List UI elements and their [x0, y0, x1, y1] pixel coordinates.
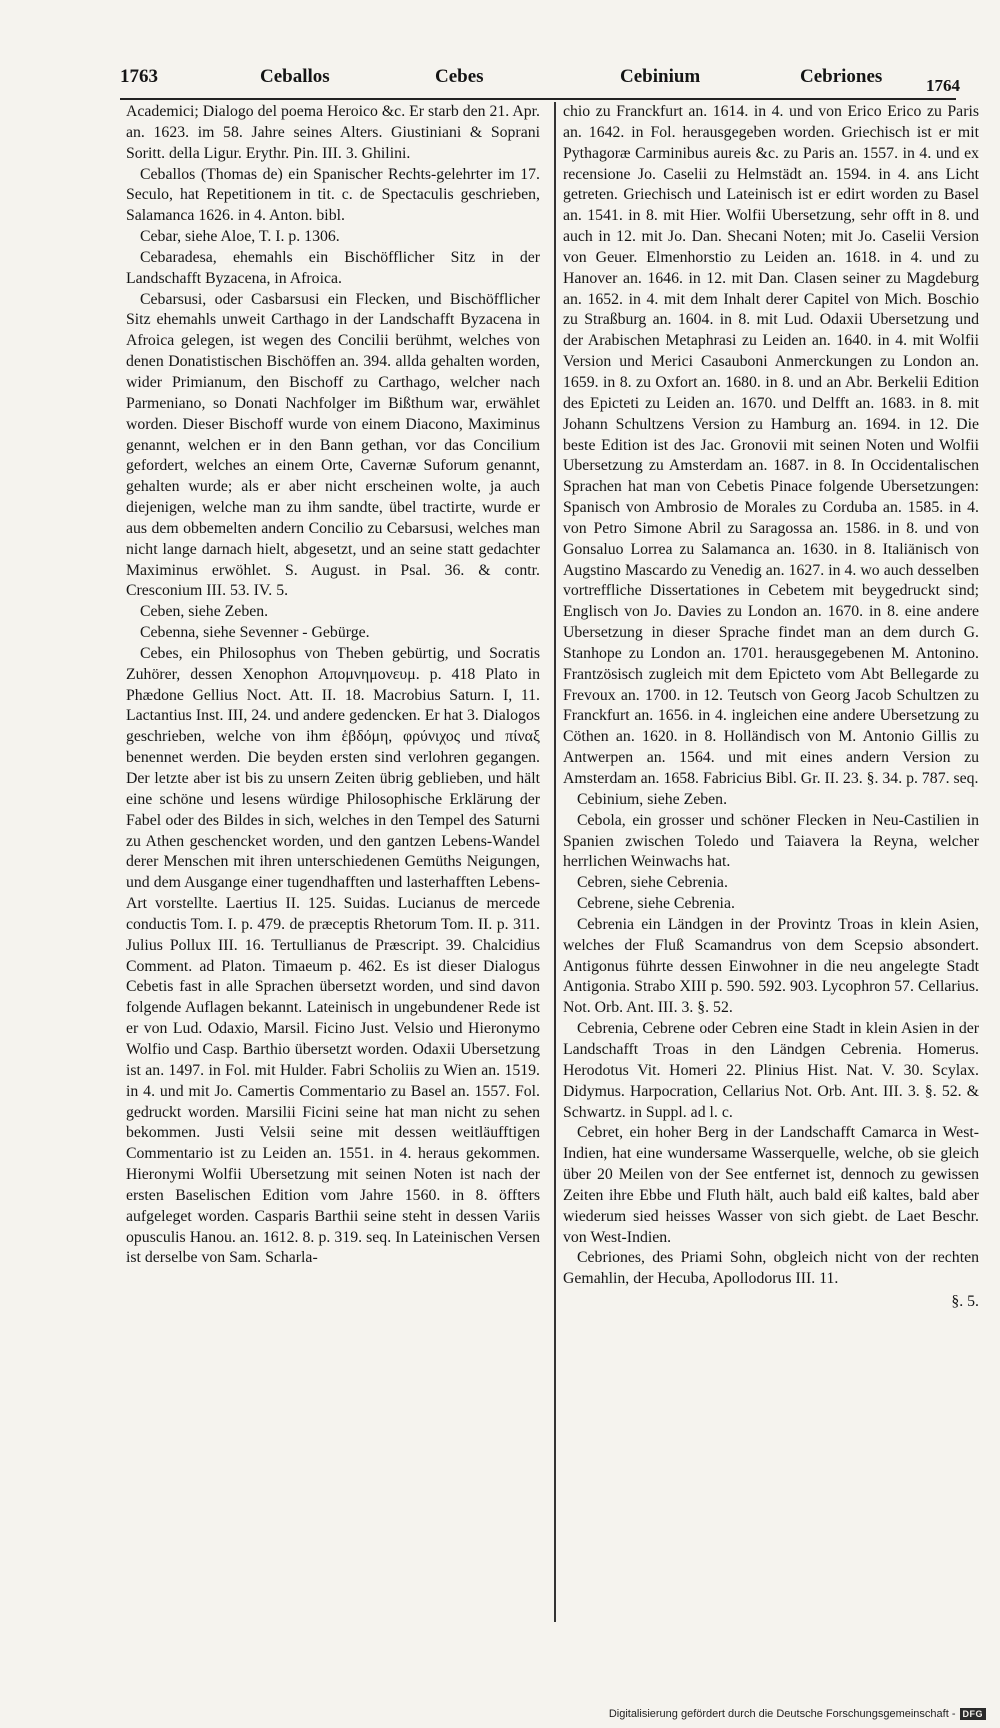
dictionary-entry: Cebinium, siehe Zeben.: [577, 790, 728, 808]
dictionary-entry: Cebar, siehe Aloe, T. I. p. 1306.: [140, 228, 340, 246]
continued-text: Academici; Dialogo del poema Heroico &c. Er starb den 21. Apr. an. 1623. im 58. Jahre seines Alters. Giustiniani & Soprani Soritt. della Ligur. Erythr. Pin. III. 3. Ghilini.: [126, 103, 540, 162]
header-rule: [120, 98, 956, 100]
dictionary-entry: Cebrene, siehe Cebrenia.: [577, 895, 735, 913]
left-column: [126, 102, 540, 1622]
running-header: [120, 62, 960, 94]
dictionary-entry: Cebren, siehe Cebrenia.: [577, 874, 728, 892]
column-divider: [554, 102, 556, 1622]
dictionary-entry: Cebaradesa, ehemahls ein Bischöfflicher Sitz in der Landschafft Byzacena, in Afroica.: [126, 248, 540, 287]
footer-text: Digitalisierung gefördert durch die Deutsche Forschungsgemeinschaft -: [608, 1708, 956, 1720]
header-word-2: Cebes: [435, 66, 484, 87]
dictionary-entry: Ceballos (Thomas de) ein Spanischer Rechts-gelehrter im 17. Seculo, hat Repetitionem in tit. c. de Spectaculis geschrieben, Salamanca 1626. in 4. Anton. bibl.: [126, 165, 540, 225]
page-number-left: 1763: [120, 66, 158, 87]
dictionary-entry: Cebola, ein grosser und schöner Flecken in Neu-Castilien in Spanien zwischen Toledo und Taiavera la Reyna, welcher herrlichen Weinwachs hat.: [563, 811, 979, 871]
continued-text: chio zu Franckfurt an. 1614. in 4. und von Erico Erico zu Paris an. 1642. in Fol. herausgegeben worden. Griechisch ist er mit Pythagoræ Carminibus aureis &c. zu Paris an. 1557. in 4. und ex recensione Jo. Caselii zu Helmstädt an. 1594. in 4. ans Licht getreten. Griechisch und Lateinisch ist er edirt worden zu Basel an. 1541. in 8. mit Hier. Wolfii Ubersetzung, sehr offt in 8. und auch in 12. mit Jo. Dan. Shecani Noten; mit Jo. Caselii Version von Geuer. Elmenhorstio zu Leiden an. 1618. in 4. und zu Hanover an. 1646. in 12. mit Dan. Clasen seiner zu Magdeburg an. 1652. in 4. mit dem Inhalt derer Capitel von Mich. Boschio zu Straßburg an. 1604. in 8. mit Lud. Odaxii Ubersetzung und der Arabischen Metaphrasi zu Leiden an. 1640. in 4. mit Wolfii Version und Merici Casauboni Anmerckungen zu London an. 1659. in 8. zu Oxfort an. 1680. in 8. und an Abr. Berkelii Edition des Epicteti zu Leiden an. 1670. und Delfft an. 1683. in 8. mit Johann Schultzens Version zu Hamburg an. 1694. in 12. Die beste Edition ist des Jac. Gronovii mit seinen Noten und Wolfii Ubersetzung zu Amsterdam an. 1687. in 8. In Occidentalischen Sprachen hat man von Cebetis Pinace folgende Ubersetzungen: Spanisch von Ambrosio de Morales zu Corduba an. 1585. in 4. von Petro Simone Abril zu Saragossa an. 1586. in 8. und von Gonsaluo Lorrea zu Salamanca an. 1630. in 8. Italiänisch von Augstino Mascardo zu Venedig an. 1627. in 4. wo auch desselben vortreffliche Dissertationes in Cebetem mit beygedruckt sind; Englisch von Jo. Davies zu London an. 1670. in 8. eine andere Ubersetzung in dieser Sprache findet man an dem durch G. Stanhope zu London an. 1701. herausgegebenen M. Antonino. Frantzösisch zugleich mit dem Epicteto vom Abt Bellegarde zu Frevoux an. 1700. in 12. Teutsch von Georg Jacob Schultzen zu Franckfurt an. 1656. in 4. ingleichen eine andere Ubersetzung zu Cöthen an. 1620. in 8. Holländisch von M. Antonio Gillis zu Antwerpen an. 1564. und mit eines andern Version zu Amsterdam an. 1658. Fabricius Bibl. Gr. II. 23. §. 34. p. 787. seq.: [563, 103, 979, 787]
dfg-logo: DFG: [960, 1708, 987, 1720]
page-number-right: 1764: [926, 76, 960, 95]
dictionary-entry: Cebrenia, Cebrene oder Cebren eine Stadt in klein Asien in der Landschafft Troas in den Ländgen Cebrenia. Homerus. Herodotus Vit. Homeri 22. Plinius Hist. Nat. V. 30. Scylax. Didymus. Harpocration, Cellarius Not. Orb. Ant. III. 3. §. 52. & Schwartz. in Suppl. ad l. c.: [563, 1020, 979, 1121]
dictionary-entry: Cebrenia ein Ländgen in der Provintz Troas in klein Asien, welches der Fluß Scamandrus von dem Scepsio absondert. Antigonus führte dessen Einwohner in die neu angelegte Stadt Antigonia. Strabo XIII p. 590. 592. 903. Lycophron 57. Cellarius. Not. Orb. Ant. III. 3. §. 52.: [563, 915, 979, 1017]
header-word-1: Ceballos: [260, 66, 330, 87]
catchword: §. 5.: [951, 1293, 979, 1311]
dictionary-entry: Cebriones, des Priami Sohn, obgleich nicht von der rechten Gemahlin, der Hecuba, Apollodorus III. 11.: [563, 1249, 979, 1288]
dictionary-entry: Ceben, siehe Zeben.: [140, 603, 269, 621]
header-word-3: Cebinium: [620, 66, 701, 87]
dictionary-entry: Cebenna, siehe Sevenner - Gebürge.: [140, 624, 370, 642]
dictionary-entry: Cebes, ein Philosophus von Theben gebürtig, und Socratis Zuhörer, dessen Xenophon Απομνημονευμ. p. 418 Plato in Phædone Gellius Noct. Att. II. 18. Macrobius Saturn. I, 11. Lactantius Inst. III, 24. und andere gedencken. Er hat 3. Dialogos geschrieben, welche von ihm ἑβδόμη, φρύνιχος und πίναξ benennet werden. Die beyden ersten sind verlohren gegangen. Der letzte aber ist bis zu unsern Zeiten übrig geblieben, und hält eine schöne und lesens würdige Philosophische Erklärung der Fabel oder des Bildes in sich, welches in den Tempel des Saturni zu Athen geschencket worden, und den gantzen Lebens-Wandel derer Menschen mit ihren unterschiedenen Gemüths Neigungen, und dem Ausgange einer tugendhafften und lasterhafften Lebens-Art vorstellte. Laertius II. 125. Suidas. Lucianus de mercede conductis Tom. I. p. 479. de præceptis Rhetorum Tom. II. p. 311. Julius Pollux III. 16. Tertullianus de Præscript. 39. Chalcidius Comment. ad Platon. Timaeum p. 462. Es ist dieser Dialogus Cebetis fast in alle Sprachen übersetzt worden, und sind davon folgende Auflagen bekannt. Lateinisch in ungebundener Rede ist er von Lud. Odaxio, Marsil. Ficino Just. Velsio und Hieronymo Wolfio und Casp. Barthio übersetzt worden. Odaxii Ubersetzung ist an. 1497. in Fol. mit Hulder. Fabri Scholiis zu Wien an. 1519. in 4. und mit Jo. Camertis Commentario zu Basel an. 1557. Fol. gedruckt worden. Marsilii Ficini seine hat man nicht zu sehen bekommen. Justi Velsii seine mit dessen weitläufftigen Commentario ist zu Leiden an. 1551. in 4. heraus gekommen. Hieronymi Wolfii Ubersetzung mit seinen Noten ist nach der ersten Baselischen Edition vom Jahre 1560. in 8. öffters aufgeleget worden. Casparis Barthii seine steht in dessen Variis opusculis Hanou. an. 1612. 8. p. 319. seq. In Lateinischen Versen ist derselbe von Sam. Scharla-: [126, 644, 540, 1267]
right-column: [563, 102, 979, 1622]
dictionary-entry: Cebret, ein hoher Berg in der Landschafft Camarca in West-Indien, hat eine wundersame Wasserquelle, welche, ob sie gleich über 20 Meilen von der See entfernet ist, dennoch zu gewissen Zeiten ihre Ebbe und Fluth hält, auch bald eiß kaltes, bald aber wiederum sied heisses Wasser von sich giebt. de Laet Beschr. von West-Indien.: [563, 1124, 979, 1246]
dictionary-entry: Cebarsusi, oder Casbarsusi ein Flecken, und Bischöfflicher Sitz ehemahls unweit Carthago in der Landschafft Byzacena in Afroica gelegen, ist wegen des Concilii berühmt, welches von denen Donatistischen Bischöffen an. 394. allda gehalten worden, wider Primianum, den Bischoff zu Carthago, welcher nach Parmeniano, so Donati Nachfolger im Bißthum war, erwählet worden. Dieser Bischoff wurde von einem Diacono, Maximinus genannt, welchen er in den Bann gethan, vor das Concilium gefordert, welches an einem Orte, Cavernæ Suforum genannt, gehalten wurde; als er aber nicht erscheinen wolte, ja auch diejenigen, welche man zu ihm sandte, übel tractirte, wurde er aus dem obbemelten andern Concilio zu Cebarsusi, welches man nicht lange darnach hielt, abgesetzt, und an seine statt gedachter Maximinus erwöhlet. S. August. in Psal. 36. & contr. Cresconium III. 53. IV. 5.: [126, 290, 540, 600]
digitization-footer: [609, 1708, 986, 1720]
header-word-4: Cebriones: [800, 66, 883, 87]
